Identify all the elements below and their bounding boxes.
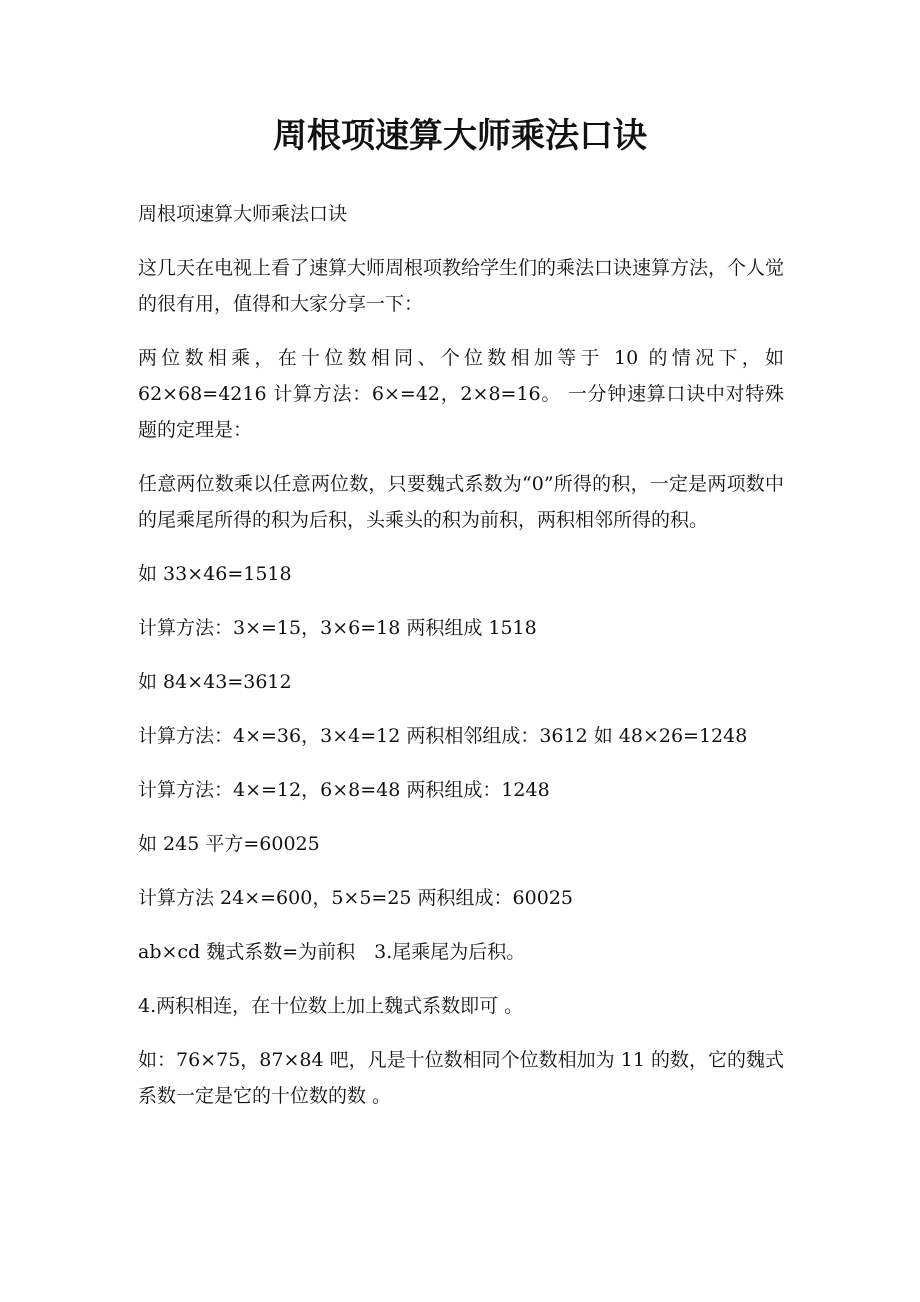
paragraph-subtitle: 周根项速算大师乘法口诀 — [138, 203, 348, 225]
paragraph-method-1: 计算方法：3×=15，3×6=18 两积组成 1518 — [138, 617, 537, 639]
paragraph-method-2: 计算方法：4×=36，3×4=12 两积相邻组成：3612 如 48×26=1248 — [138, 725, 748, 747]
paragraph-example-3: 如 245 平方=60025 — [138, 833, 320, 855]
paragraph-method-3: 计算方法：4×=12，6×8=48 两积组成：1248 — [138, 779, 550, 801]
paragraph-method-4: 计算方法 24×=600，5×5=25 两积组成：60025 — [138, 887, 573, 909]
paragraph-theorem: 任意两位数乘以任意两位数，只要魏式系数为“0”所得的积，一定是两项数中的尾乘尾所得的积为后积，头乘头的积为前积，两积相邻所得的积。 — [138, 473, 784, 531]
paragraph-rule: 两位数相乘，在十位数相同、个位数相加等于 10 的情况下，如 62×68=4216 计算方法：6×=42，2×8=16。 一分钟速算口诀中对特殊题的定理是： — [138, 347, 784, 441]
paragraph-example-2: 如 84×43=3612 — [138, 671, 292, 693]
paragraph-conclusion: 如：76×75，87×84 吧，凡是十位数相同个位数相加为 11 的数，它的魏式系数一定是它的十位数的数 。 — [138, 1049, 784, 1107]
document-title: 周根项速算大师乘法口诀 — [273, 116, 647, 156]
paragraph-example-1: 如 33×46=1518 — [138, 563, 292, 585]
paragraph-step-4: 4.两积相连，在十位数上加上魏式系数即可 。 — [138, 995, 524, 1017]
paragraph-intro: 这几天在电视上看了速算大师周根项教给学生们的乘法口诀速算方法，个人觉的很有用，值得和大家分享一下： — [138, 257, 785, 315]
document-body — [138, 196, 784, 1132]
paragraph-formula: ab×cd 魏式系数=为前积 3.尾乘尾为后积。 — [138, 941, 526, 963]
